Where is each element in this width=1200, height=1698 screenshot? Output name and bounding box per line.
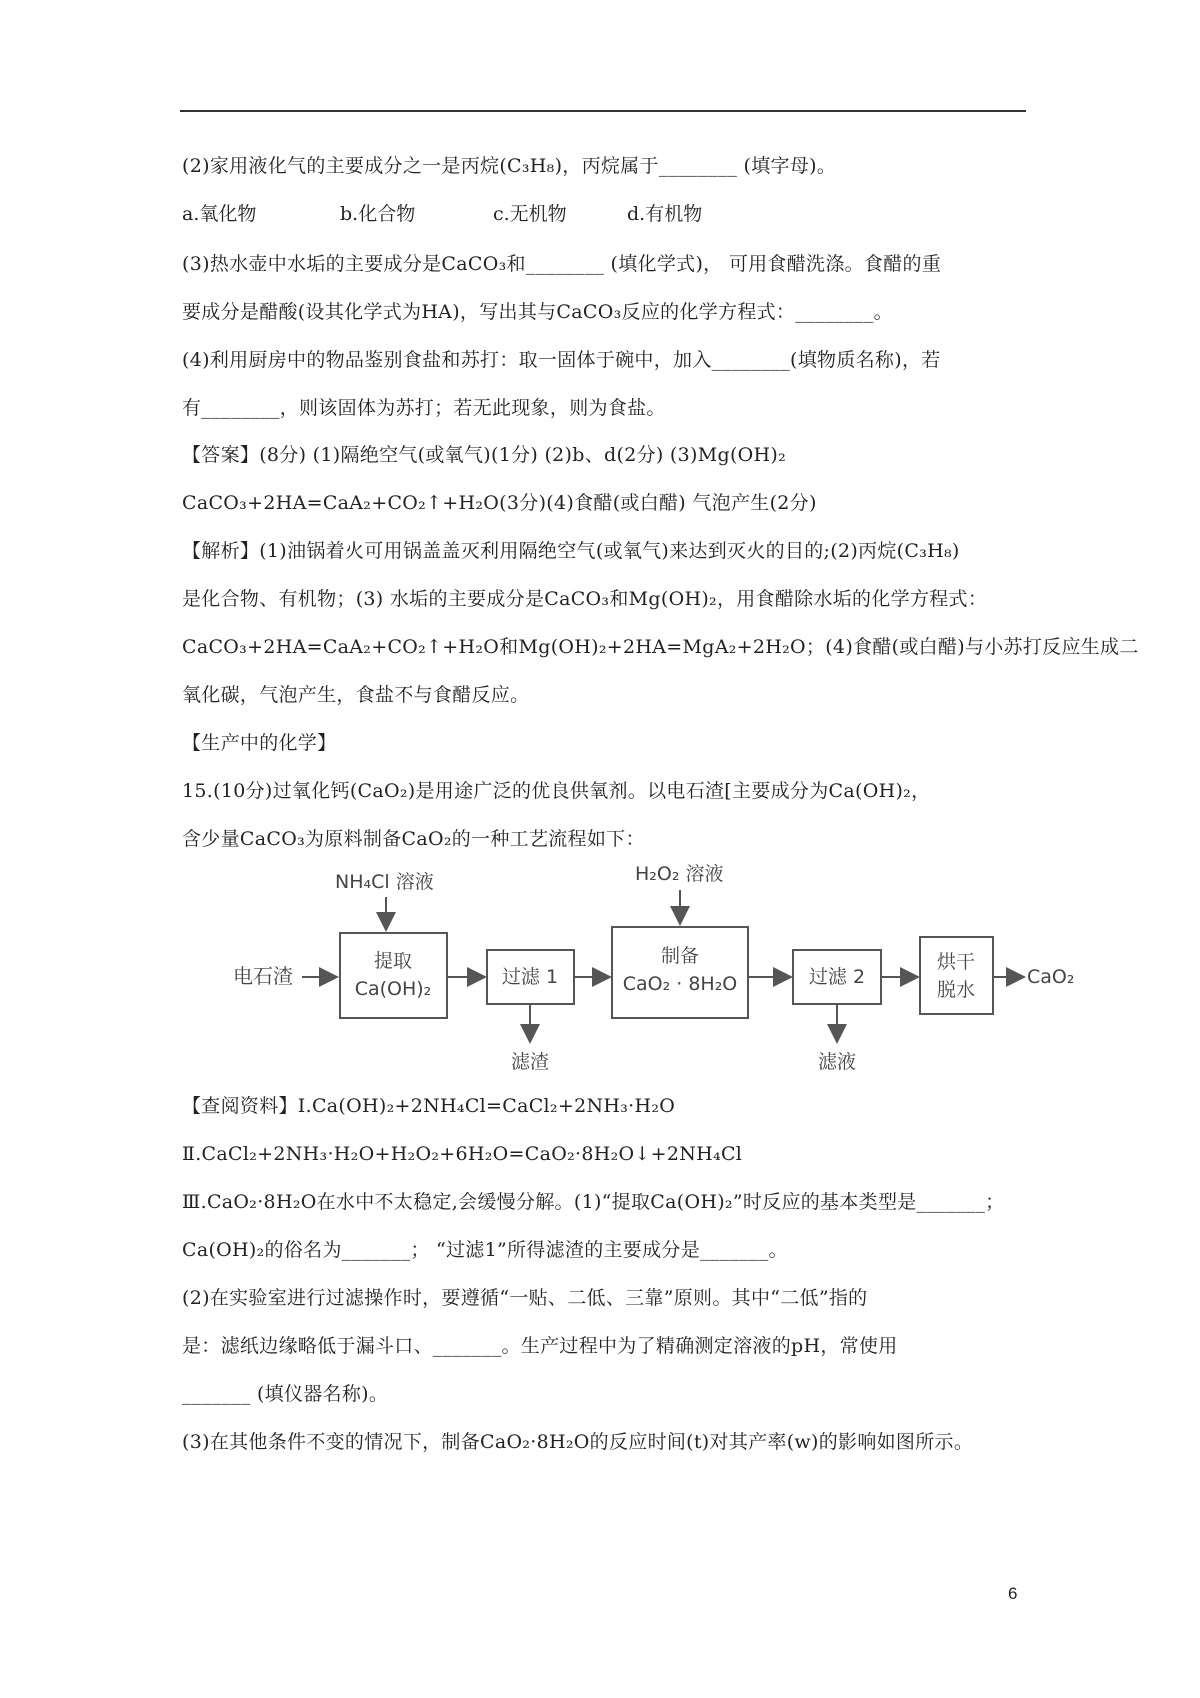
option-c: c.无机物	[493, 203, 567, 225]
box-extract-line2: Ca(OH)₂	[354, 978, 432, 1000]
flow-reagent2-label: H₂O₂ 溶液	[635, 863, 724, 885]
q15-part1-line2: Ca(OH)₂的俗名为_______； “过滤1”所得滤渣的主要成分是_______。	[182, 1239, 788, 1261]
q15-part2-line3: _______ (填仪器名称)。	[182, 1383, 389, 1405]
box-dry	[920, 937, 993, 1014]
box-extract-line1: 提取	[373, 950, 413, 972]
option-b: b.化合物	[340, 203, 416, 225]
box-prepare-line2: CaO₂ · 8H₂O	[622, 973, 738, 995]
analysis-line2: 是化合物、有机物；(3) 水垢的主要成分是CaCO₃和Mg(OH)₂，用食醋除水垢的化学方程式：	[182, 588, 988, 610]
answer-line2: CaCO₃+2HA=CaA₂+CO₂↑+H₂O(3分)(4)食醋(或白醋) 气泡产生(2分)	[182, 492, 817, 514]
analysis-line3: CaCO₃+2HA=CaA₂+CO₂↑+H₂O和Mg(OH)₂+2HA=MgA₂+2H₂O；(4)食醋(或白醋)与小苏打反应生成二	[182, 636, 1139, 658]
analysis-line4: 氧化碳，气泡产生，食盐不与食醋反应。	[182, 684, 530, 706]
section-title: 【生产中的化学】	[182, 732, 337, 754]
box-dry-line2: 脱水	[936, 979, 976, 1001]
box-dry-line1: 烘干	[936, 951, 976, 973]
q14-part3-line2: 要成分是醋酸(设其化学式为HA)，写出其与CaCO₃反应的化学方程式：________。	[182, 301, 893, 323]
box-prepare-line1: 制备	[660, 945, 700, 967]
option-d: d.有机物	[627, 203, 703, 225]
option-a: a.氧化物	[182, 203, 257, 225]
q14-part3-line1: (3)热水壶中水垢的主要成分是CaCO₃和________ (填化学式)， 可用食醋洗涤。食醋的重	[182, 253, 942, 275]
reference-line2: Ⅱ.CaCl₂+2NH₃·H₂O+H₂O₂+6H₂O=CaO₂·8H₂O↓+2NH₄Cl	[182, 1143, 743, 1165]
flow-reagent1-label: NH₄Cl 溶液	[335, 871, 434, 893]
q15-part2-line2: 是：滤纸边缘略低于漏斗口、_______。生产过程中为了精确测定溶液的pH，常使用	[182, 1335, 898, 1357]
box-filter1-label: 过滤 1	[501, 966, 559, 988]
answer-line1: 【答案】(8分) (1)隔绝空气(或氧气)(1分) (2)b、d(2分) (3)Mg(OH)₂	[182, 444, 787, 466]
analysis-line1: 【解析】(1)油锅着火可用锅盖盖灭利用隔绝空气(或氧气)来达到灭火的目的;(2)丙烷(C₃H₈)	[182, 540, 960, 562]
q14-part4-line2: 有________，则该固体为苏打；若无此现象，则为食盐。	[182, 397, 666, 419]
reference-line3: Ⅲ.CaO₂·8H₂O在水中不太稳定,会缓慢分解。(1)“提取Ca(OH)₂”时反应的基本类型是_______；	[182, 1191, 1005, 1213]
q14-part2: (2)家用液化气的主要成分之一是丙烷(C₃H₈)，丙烷属于________ (填字母)。	[182, 155, 837, 177]
q15-part2-line1: (2)在实验室进行过滤操作时，要遵循“一贴、二低、三靠”原则。其中“二低”指的	[182, 1287, 868, 1309]
q15-intro-line1: 15.(10分)过氧化钙(CaO₂)是用途广泛的优良供氧剂。以电石渣[主要成分为Ca(OH)₂，	[182, 780, 931, 802]
flow-residue-label: 滤渣	[510, 1051, 550, 1073]
flow-filtrate-label: 滤液	[817, 1051, 857, 1073]
box-filter2-label: 过滤 2	[808, 966, 866, 988]
page-number: 6	[1008, 1584, 1018, 1603]
flow-output-label: CaO₂	[1027, 966, 1075, 988]
q15-part3: (3)在其他条件不变的情况下，制备CaO₂·8H₂O的反应时间(t)对其产率(w)的影响如图所示。	[182, 1431, 974, 1453]
box-extract	[340, 933, 447, 1018]
flow-input-label: 电石渣	[233, 964, 293, 988]
reference-line1: 【查阅资料】I.Ca(OH)₂+2NH₄Cl=CaCl₂+2NH₃·H₂O	[182, 1095, 676, 1117]
q15-intro-line2: 含少量CaCO₃为原料制备CaO₂的一种工艺流程如下：	[182, 828, 645, 850]
q14-part4-line1: (4)利用厨房中的物品鉴别食盐和苏打：取一固体于碗中，加入________(填物质名称)，若	[182, 349, 941, 371]
